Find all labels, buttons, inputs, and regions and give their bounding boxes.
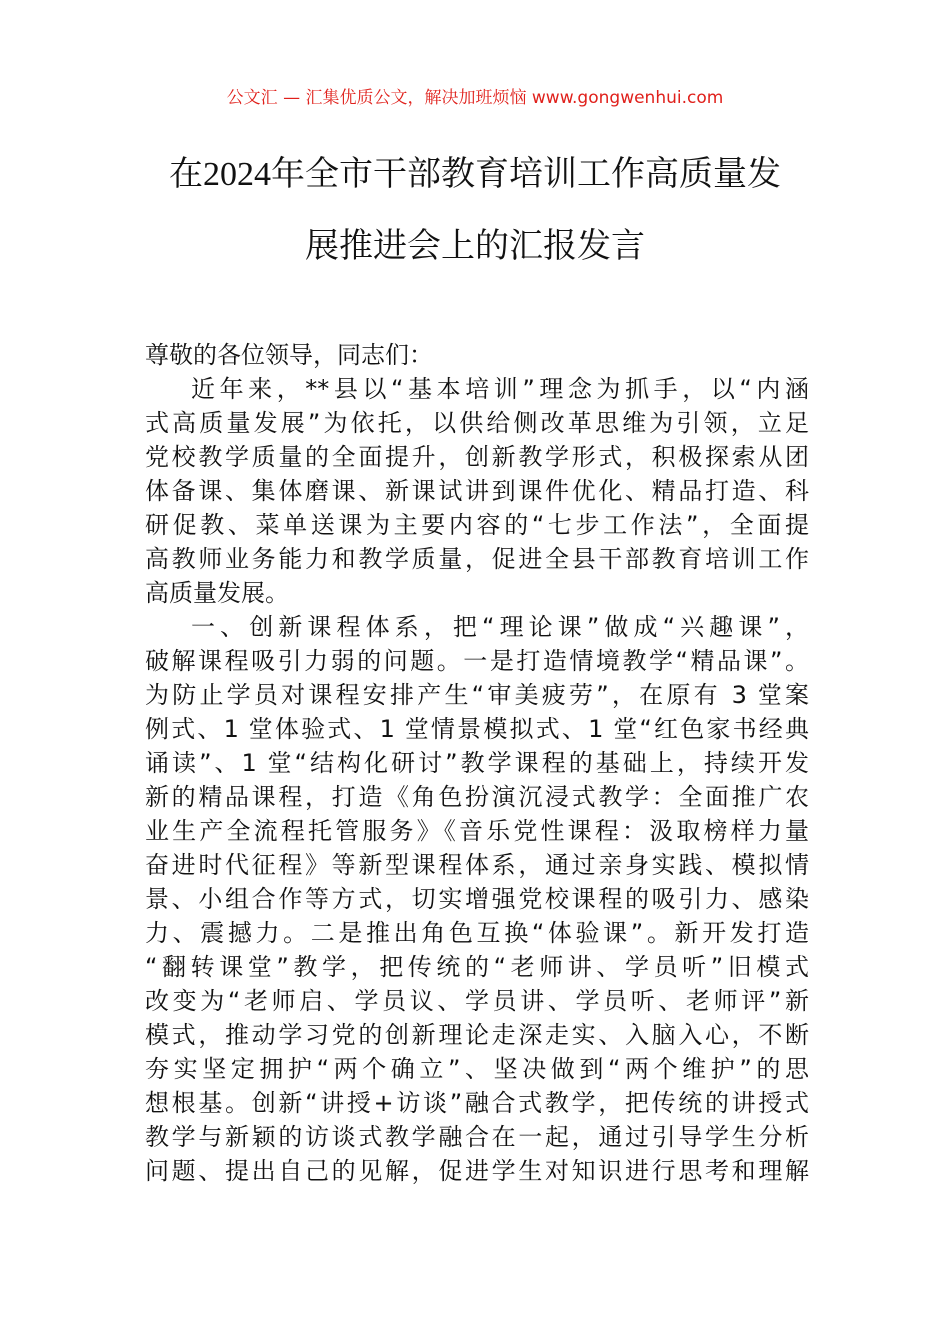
body-line: 高教师业务能力和教学质量，促进全县干部教育培训工作 <box>145 545 809 573</box>
body-line: 近年来，**县以“基本培训”理念为抓手，以“内涵 <box>191 375 809 403</box>
title-line-1 <box>0 150 950 198</box>
body-line: 业生产全流程托管服务》《音乐党性课程：汲取榜样力量 <box>145 817 809 845</box>
body-line: 高质量发展。 <box>145 579 289 607</box>
body-line: 模式，推动学习党的创新理论走深走实、入脑入心，不断 <box>145 1021 809 1049</box>
body-line: 景、小组合作等方式，切实增强党校课程的吸引力、感染 <box>145 885 809 913</box>
body-line: 式高质量发展”为依托，以供给侧改革思维为引领，立足 <box>145 409 809 437</box>
title-prefix: 在 <box>169 154 203 194</box>
body-line: 教学与新颖的访谈式教学融合在一起，通过引导学生分析 <box>145 1123 809 1151</box>
header-banner[interactable]: 公文汇 — 汇集优质公文，解决加班烦恼 www.gongwenhui.com <box>226 88 724 108</box>
body-line: 党校教学质量的全面提升，创新教学形式，积极探索从团 <box>145 443 809 471</box>
body-line: 夯实坚定拥护“两个确立”、坚决做到“两个维护”的思 <box>145 1055 809 1083</box>
body-line: “翻转课堂”教学，把传统的“老师讲、学员听”旧模式 <box>145 953 809 981</box>
body-line: 奋进时代征程》等新型课程体系，通过亲身实践、模拟情 <box>145 851 809 879</box>
body-line: 体备课、集体磨课、新课试讲到课件优化、精品打造、科 <box>145 477 809 505</box>
body-line: 力、震撼力。二是推出角色互换“体验课”。新开发打造 <box>145 919 809 947</box>
body-line: 问题、提出自己的见解，促进学生对知识进行思考和理解 <box>145 1157 809 1185</box>
body-line: 新的精品课程，打造《角色扮演沉浸式教学：全面推广农 <box>145 783 809 811</box>
body-line: 为防止学员对课程安排产生“审美疲劳”，在原有 3 堂案 <box>145 681 809 709</box>
title-line-2: 展推进会上的汇报发言 <box>305 226 645 266</box>
document-body <box>145 338 809 1188</box>
body-line: 研促教、菜单送课为主要内容的“七步工作法”，全面提 <box>145 511 809 539</box>
body-line: 例式、1 堂体验式、1 堂情景模拟式、1 堂“红色家书经典 <box>145 715 809 743</box>
body-line: 想根基。创新“讲授+访谈”融合式教学，把传统的讲授式 <box>145 1089 809 1117</box>
body-line: 破解课程吸引力弱的问题。一是打造情境教学“精品课”。 <box>145 647 809 675</box>
salutation: 尊敬的各位领导，同志们： <box>145 341 433 369</box>
section-heading-line: 一、创新课程体系，把“理论课”做成“兴趣课”， <box>191 613 809 641</box>
body-line: 诵读”、1 堂“结构化研讨”教学课程的基础上，持续开发 <box>145 749 809 777</box>
title-suffix: 年全市干部教育培训工作高质量发 <box>271 154 781 194</box>
title-year: 2024 <box>203 156 271 193</box>
body-line: 改变为“老师启、学员议、学员讲、学员听、老师评”新 <box>145 987 809 1015</box>
document-title <box>0 150 950 294</box>
